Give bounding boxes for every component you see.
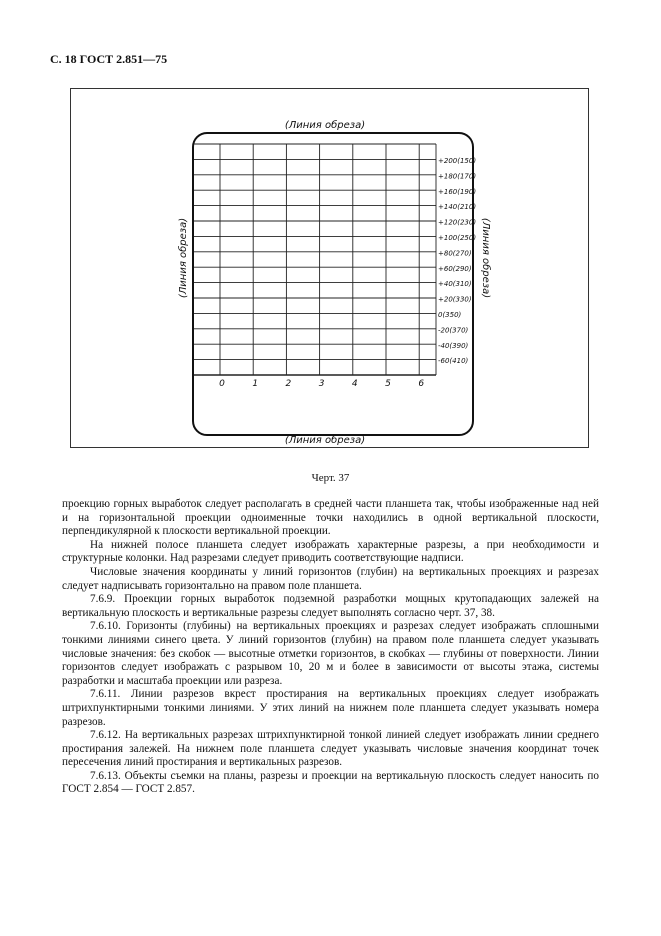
tablet-outline	[193, 133, 473, 435]
x-axis-label: 4	[351, 379, 358, 389]
paragraph: 7.6.9. Проекции горных выработок подземной разработки мощных крутопадающих залежей на вертикальную плоскость и вертикальные разрезы следует выполнять согласно черт. 37, 38.	[62, 593, 599, 619]
y-axis-label: +100(250)	[438, 234, 477, 242]
page-header: С. 18 ГОСТ 2.851—75	[50, 52, 168, 66]
paragraph: 7.6.10. Горизонты (глубины) на вертикальных проекциях и разрезах следует изображать сплошными тонкими линиями синего цвета. У линий горизонтов (глубин) на правом поле планшета следует указывать числовые значения: без скобок — высотные отметки горизонтов, в скобках — глубины от поверхности. Линии горизонтов следует изображать с разрывом 10, 20 м и более в зависимости от высоты этажа, системы разработки и масштаба проекции или разреза.	[62, 620, 599, 687]
paragraph: 7.6.11. Линии разрезов вкрест простирания на вертикальных проекциях следует изображать штрихпунктирными тонкими линиями. У этих линий на нижнем поле планшета следует указывать номера разрезов.	[62, 688, 599, 728]
y-axis-label: +20(330)	[438, 295, 472, 304]
y-axis-label: -40(390)	[438, 341, 469, 350]
y-axis-label: +40(310)	[438, 280, 472, 289]
x-axis-label: 6	[418, 379, 425, 389]
coordinate-grid	[194, 144, 436, 375]
planshet-drawing	[70, 88, 589, 448]
x-axis-label: 0	[219, 379, 225, 389]
paragraph: На нижней полосе планшета следует изображать характерные разрезы, а при необходимости и структурные колонки. Над разрезами следует приводить соответствующие надписи.	[62, 538, 599, 565]
y-axis-label: +200(150)	[438, 157, 477, 165]
cut-line-label-bottom: (Линия обреза)	[284, 435, 366, 446]
y-axis-label: -60(410)	[438, 357, 469, 366]
cut-line-label-top: (Линия обреза)	[284, 120, 366, 131]
x-axis-label: 3	[318, 379, 325, 389]
paragraph: 7.6.12. На вертикальных разрезах штрихпунктирной тонкой линией следует изображать линии среднего простирания залежей. На нижнем поле планшета следует указывать числовые значения координат точек пересечения линий простирания и вертикальных разрезов.	[62, 729, 599, 769]
y-axis-label: +160(190)	[438, 187, 477, 196]
y-axis-label: +140(210)	[438, 203, 477, 212]
paragraph: 7.6.13. Объекты съемки на планы, разрезы и проекции на вертикальную плоскость следует наносить по ГОСТ 2.854 — ГОСТ 2.857.	[62, 769, 599, 796]
cut-line-label-right: (Линия обреза)	[480, 217, 491, 299]
figure-caption: Черт. 37	[311, 472, 350, 484]
body-text	[62, 498, 599, 797]
y-axis-label: +60(290)	[438, 264, 472, 273]
x-axis-label: 5	[385, 379, 391, 389]
x-axis-label: 1	[252, 379, 259, 389]
x-axis-label: 2	[285, 379, 292, 389]
y-axis-label: +120(230)	[438, 218, 477, 227]
cut-line-label-left: (Линия обреза)	[178, 217, 189, 299]
y-axis-label: 0(350)	[438, 311, 462, 319]
paragraph: проекцию горных выработок следует располагать в средней части планшета так, чтобы изображенные над ней и на горизонтальной проекции одноименные точки находились в одной вертикальной плоскости, перпендикулярной к плоскости вертикальной проекции.	[62, 498, 599, 538]
y-axis-label: +80(270)	[438, 249, 472, 258]
paragraph: Числовые значения координаты у линий горизонтов (глубин) на вертикальных проекциях и разрезах следует надписывать горизонтально на правом поле планшета.	[62, 565, 599, 592]
y-axis-label: +180(170)	[438, 172, 477, 181]
y-axis-label: -20(370)	[438, 326, 469, 335]
